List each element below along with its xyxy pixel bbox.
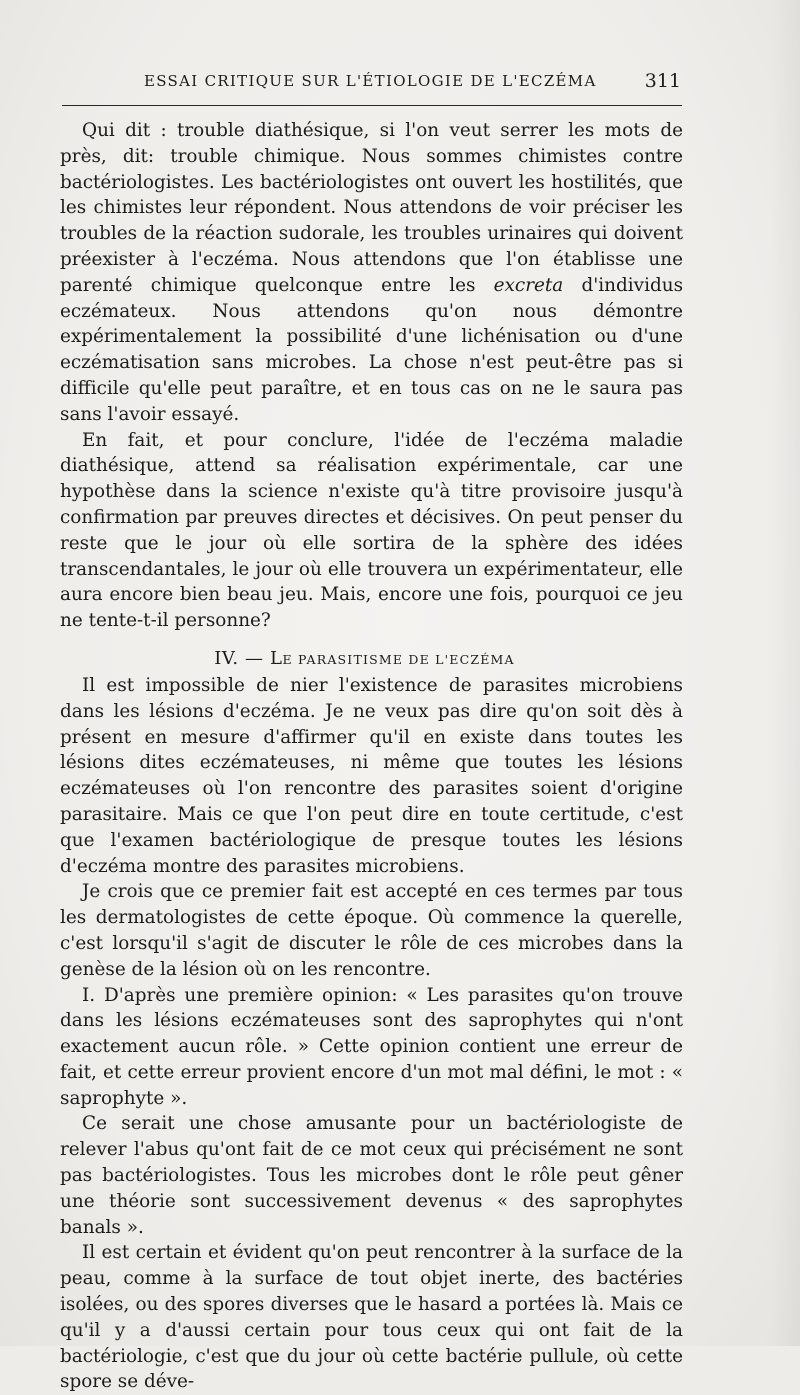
section-title-initial: L <box>269 647 283 669</box>
section-title-rest: PARASITISME DE L'ECZÉMA <box>292 651 515 667</box>
paragraph-1-text-start: Qui dit : trouble diathésique, si l'on veut serrer les mots de près, dit: trouble chimique. Nous sommes chimistes contre bactériologistes. Les bactériologistes ont ouvert les hostilités, que les chimistes leur répondent. Nous attendons de voir préciser les troubles de la réaction sudorale, les troubles urinaires qui doivent préexister à l'eczéma. Nous attendons que l'on établisse une parenté chimique quelconque entre les <box>60 120 683 296</box>
paragraph-5: I. D'après une première opinion: « Les parasites qu'on trouve dans les lésions eczémateuses sont des saprophytes qui n'ont exactement aucun rôle. » Cette opinion contient une erreur de fait, et cette erreur provient encore d'un mot mal défini, le mot : « saprophyte ». <box>60 984 683 1109</box>
paragraph-7: Il est certain et évident qu'on peut rencontrer à la surface de la peau, comme à la surface de tout objet inerte, des bactéries isolées, ou des spores diverses que le hasard a portées là. Mais ce qu'il y a d'aussi certain pour tous ceux qui ont fait de la bactériologie, c'est que du jour où cette bactérie pullule, où cette spore se déve- <box>60 1242 683 1393</box>
italic-term-excreta: excreta <box>493 274 564 296</box>
running-title: ESSAI CRITIQUE SUR L'ÉTIOLOGIE DE L'ECZÉMA <box>144 72 597 90</box>
paragraph-3: Il est impossible de nier l'existence de parasites microbiens dans les lésions d'eczéma. Je ne veux pas dire qu'on soit dès à présent en mesure d'affirmer qu'il en existe dans toutes les lésions dites eczémateuses, ni même que toutes les lésions eczémateuses où l'on rencontre des parasites soient d'origine parasitaire. Mais ce que l'on peut dire en toute certitude, c'est que l'examen bactériologique de presque toutes les lésions d'eczéma montre des parasites microbiens. <box>60 674 683 877</box>
page-body <box>60 118 683 1395</box>
page-number: 311 <box>644 70 681 92</box>
paragraph-4: Je crois que ce premier fait est accepté en ces termes par tous les dermatologistes de cette époque. Où commence la querelle, c'est lorsqu'il s'agit de discuter le rôle de ces microbes dans la genèse de la lésion où on les rencontre. <box>60 881 683 980</box>
paragraph-1 <box>60 118 683 428</box>
section-title-first-word: E <box>282 651 293 667</box>
section-heading <box>60 648 683 671</box>
paragraph-2: En fait, et pour conclure, l'idée de l'eczéma maladie diathésique, attend sa réalisation expérimentale, car une hypothèse dans la science n'existe qu'à titre provisoire jusqu'à confirmation par preuves directes et décisives. On peut penser du reste que le jour où elle sortira de la sphère des idées transcendantales, le jour où elle trouvera un expérimentateur, elle aura encore bien beau jeu. Mais, encore une fois, pourquoi ce jeu ne tente-t-il personne? <box>60 429 683 632</box>
section-number: IV. — <box>214 647 270 669</box>
paragraph-1-text-end: d'individus eczémateux. Nous attendons qu'on nous démontre expérimentalement la possibilité d'une lichénisation ou d'une eczématisation sans microbes. La chose n'est peut-être pas si difficile qu'elle peut paraître, et en tous cas on ne le saura pas sans l'avoir essayé. <box>60 274 684 425</box>
paragraph-6: Ce serait une chose amusante pour un bactériologiste de relever l'abus qu'ont fait de ce mot ceux qui précisément ne sont pas bactériologistes. Tous les microbes dont le rôle peut gêner une théorie sont successivement devenus « des saprophytes banals ». <box>60 1113 683 1238</box>
page-header <box>60 72 683 96</box>
page-edge-shadow <box>770 0 800 1346</box>
header-rule <box>62 105 682 106</box>
